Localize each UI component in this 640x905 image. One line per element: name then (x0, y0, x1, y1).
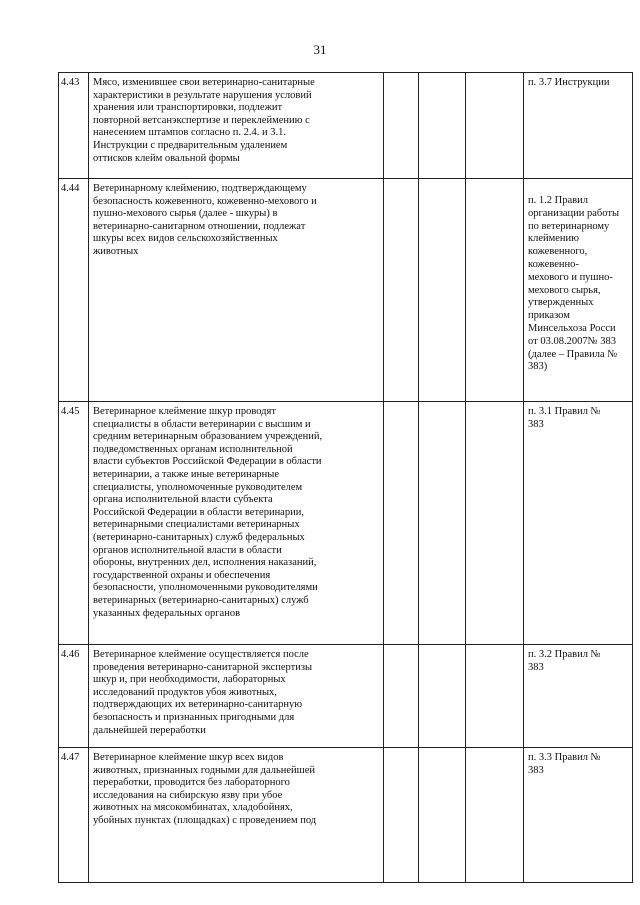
legal-reference (524, 179, 633, 402)
row-number: 4.43 (59, 73, 89, 179)
requirement-text (89, 402, 384, 645)
requirement-text-content: Мясо, изменившее свои ветеринарно-санитарные характеристики в результате нарушения условий хранения или транспортировки, подлежит повторной ветсанэкспертизе и переклеймению с нанесением штампов согласно п. 2.4. и 3.1. Инструкции с предварительным удалением оттисков клейм овальной формы (93, 77, 315, 164)
table-row (59, 748, 633, 883)
answer-no-cell (419, 402, 466, 645)
row-number: 4.47 (59, 748, 89, 883)
answer-yes-cell (384, 645, 419, 748)
requirement-text (89, 645, 384, 748)
requirement-text (89, 179, 384, 402)
table-row (59, 645, 633, 748)
answer-no-cell (419, 73, 466, 179)
answer-no-cell (419, 645, 466, 748)
requirements-table (58, 72, 633, 883)
answer-no-cell (419, 748, 466, 883)
answer-yes-cell (384, 73, 419, 179)
row-number: 4.45 (59, 402, 89, 645)
requirement-text-content: Ветеринарное клеймение шкур всех видов животных, признанных годными для дальнейшей переработки, проводится без лабораторного исследования на сибирскую язву при убое животных на мясокомбинатах, хладобойнях, убойных пунктах (площадках) с проведением под (93, 752, 317, 826)
answer-yes-cell (384, 748, 419, 883)
legal-reference-content: п. 3.3 Правил № 383 (528, 752, 601, 776)
requirement-text-content: Ветеринарное клеймение осуществляется после проведения ветеринарно-санитарной экспертизы шкур и, при необходимости, лабораторных исследований продуктов убоя животных, подтверждающих их ветеринарно-санитарную безопасность и признанных пригодными для дальнейшей переработки (93, 649, 313, 736)
answer-na-cell (466, 645, 524, 748)
requirement-text-content: Ветеринарному клеймению, подтверждающему безопасность кожевенного, кожевенно-мехового и пушно-мехового сырья (далее - шкуры) в ветеринарно-санитарном отношении, подлежат шкуры всех видов сельскохозяйственных животных (93, 183, 317, 257)
legal-reference-content: п. 3.7 Инструкции (528, 77, 610, 88)
answer-na-cell (466, 179, 524, 402)
requirement-text-content: Ветеринарное клеймение шкур проводят специалисты в области ветеринарии с высшим и средним ветеринарным образованием учреждений, подведомственных органам исполнительной власти субъектов Российской Федерации в области ветеринарии, а также иные ветеринарные специалисты, уполномоченные руководителем органа исполнительной власти субъекта Российской Федерации в области ветеринарии, ветеринарными специалистами ветеринарных (ветеринарно-санитарных) служб федеральных органов исполнительной власти в области обороны, внутренних дел, исполнения наказаний, государственной охраны и обеспечения безопасности, уполномоченными руководителями ветеринарных (ветеринарно-санитарных) служб указанных федеральных органов (93, 406, 323, 619)
requirement-text (89, 73, 384, 179)
requirement-text (89, 748, 384, 883)
legal-reference (524, 748, 633, 883)
answer-no-cell (419, 179, 466, 402)
table-row (59, 73, 633, 179)
legal-reference (524, 73, 633, 179)
legal-reference-content: п. 1.2 Правил организации работы по ветеринарному клеймению кожевенного, кожевенно- мехового и пушно- мехового сырья, утвержденных приказом Минсельхоза Росси от 03.08.2007№ 383 (далее – Правила № 383) (528, 195, 620, 373)
legal-reference (524, 402, 633, 645)
legal-reference-content: п. 3.2 Правил № 383 (528, 649, 601, 673)
table-row (59, 179, 633, 402)
legal-reference (524, 645, 633, 748)
table-row (59, 402, 633, 645)
answer-yes-cell (384, 402, 419, 645)
answer-na-cell (466, 748, 524, 883)
answer-na-cell (466, 402, 524, 645)
legal-reference-content: п. 3.1 Правил № 383 (528, 406, 601, 430)
answer-na-cell (466, 73, 524, 179)
page-number: 31 (313, 42, 327, 57)
row-number: 4.44 (59, 179, 89, 402)
answer-yes-cell (384, 179, 419, 402)
row-number: 4.46 (59, 645, 89, 748)
